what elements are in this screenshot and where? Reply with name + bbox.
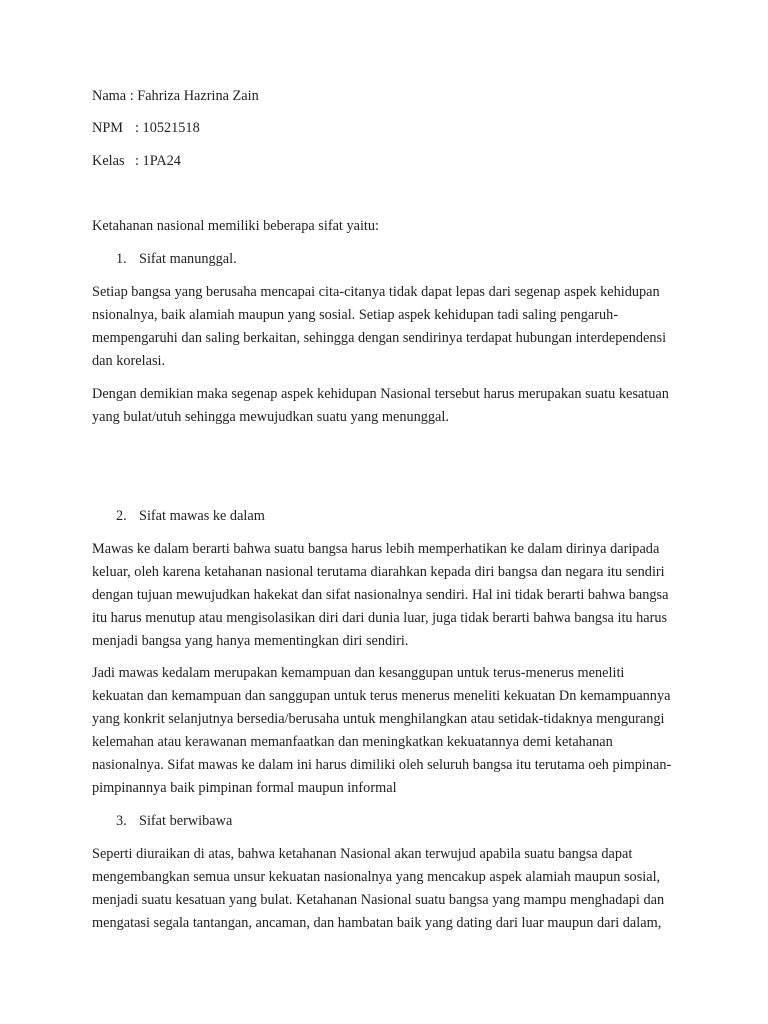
kelas-label: Kelas: [92, 153, 125, 169]
paragraph-line: dan korelasi.: [92, 353, 166, 369]
paragraph-line: mengembangkan semua unsur kekuatan nasionalnya yang mencakup aspek alamiah maupun sosial,: [92, 869, 661, 885]
paragraph-line: Setiap bangsa yang berusaha mencapai cita-citanya tidak dapat lepas dari segenap aspek kehidupan: [92, 284, 660, 300]
section-1-number: 1.: [116, 251, 127, 267]
paragraph-line: menjadi suatu kesatuan yang bulat. Ketahanan Nasional suatu bangsa yang mampu menghadapi dan: [92, 892, 665, 908]
kelas-line: [92, 153, 181, 169]
paragraph-line: itu harus menutup atau mengisolasikan diri dari dunia luar, juga tidak berarti bahwa bangsa itu harus: [92, 610, 668, 626]
paragraph-line: kekuatan dan kemampuan dan sanggupan untuk terus menerus meneliti kekuatan Dn kemampuannya: [92, 688, 671, 704]
paragraph-line: Dengan demikian maka segenap aspek kehidupan Nasional tersebut harus merupakan suatu kesatuan: [92, 386, 669, 402]
section-3-number: 3.: [116, 813, 127, 829]
section-3-title: Sifat berwibawa: [139, 813, 233, 829]
paragraph-line: kelemahan atau kerawanan memanfaatkan dan meningkatkan kekuatannya demi ketahanan: [92, 734, 613, 750]
paragraph-line: nsionalnya, baik alamiah maupun yang sosial. Setiap aspek kehidupan tadi saling pengaruh-: [92, 307, 619, 323]
npm-label: NPM: [92, 120, 123, 136]
npm-line: [92, 120, 200, 136]
paragraph-line: Seperti diuraikan di atas, bahwa ketahanan Nasional akan terwujud apabila suatu bangsa dapat: [92, 846, 633, 862]
student-name: Nama : Fahriza Hazrina Zain: [92, 88, 259, 104]
kelas-value: : 1PA24: [135, 153, 181, 169]
section-2-title: Sifat mawas ke dalam: [139, 508, 265, 524]
npm-value: : 10521518: [135, 120, 200, 136]
paragraph-line: pimpinannya baik pimpinan formal maupun informal: [92, 780, 397, 796]
paragraph-line: yang bulat/utuh sehingga mewujudkan suatu yang menunggal.: [92, 409, 449, 425]
paragraph-line: keluar, oleh karena ketahanan nasional terutama diarahkan kepada diri bangsa dan negara itu sendiri: [92, 564, 665, 580]
section-1-title: Sifat manunggal.: [139, 251, 237, 267]
intro-text: Ketahanan nasional memiliki beberapa sifat yaitu:: [92, 218, 380, 234]
paragraph-line: menjadi bangsa yang hanya mementingkan diri sendiri.: [92, 633, 409, 649]
paragraph-line: nasionalnya. Sifat mawas ke dalam ini harus dimiliki oleh seluruh bangsa itu terutama oeh pimpinan-: [92, 757, 672, 773]
paragraph-line: yang konkrit selanjutnya bersedia/berusaha untuk menghilangkan atau setidak-tidaknya mengurangi: [92, 711, 665, 727]
paragraph-line: mengatasi segala tantangan, ancaman, dan hambatan baik yang dating dari luar maupun dari dalam,: [92, 915, 662, 931]
paragraph-line: dengan tujuan mewujudkan hakekat dan sifat nasionalnya sendiri. Hal ini tidak berarti bahwa bangsa: [92, 587, 669, 603]
section-2-number: 2.: [116, 508, 127, 524]
paragraph-line: Jadi mawas kedalam merupakan kemampuan dan kesanggupan untuk terus-menerus meneliti: [92, 665, 625, 681]
paragraph-line: mempengaruhi dan saling berkaitan, sehingga dengan sendirinya terdapat hubungan interdependensi: [92, 330, 667, 346]
paragraph-line: Mawas ke dalam berarti bahwa suatu bangsa harus lebih memperhatikan ke dalam dirinya daripada: [92, 541, 660, 557]
